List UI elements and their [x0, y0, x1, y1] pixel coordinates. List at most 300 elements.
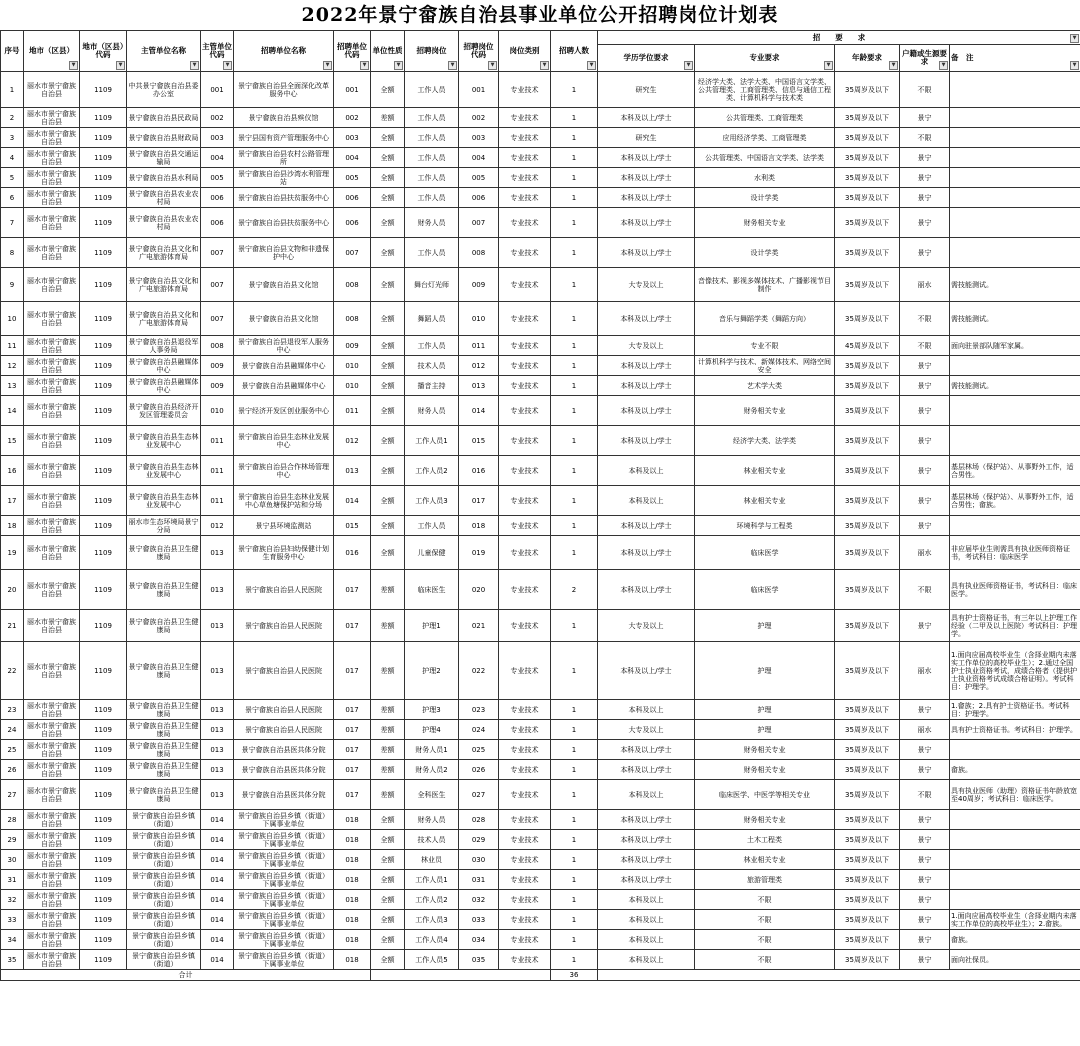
cell-seq: 15: [1, 426, 24, 456]
cell-unit-code: 013: [334, 456, 371, 486]
cell-city-code: 1109: [80, 148, 127, 168]
cell-count: 1: [551, 128, 598, 148]
cell-note: [950, 516, 1080, 536]
cell-dept-code: 004: [201, 148, 234, 168]
table-row: [1, 302, 1080, 336]
cell-unit-code: 010: [334, 356, 371, 376]
cell-post: 工作人员: [405, 516, 459, 536]
cell-unit-code: 018: [334, 950, 371, 970]
cell-hukou: 景宁: [900, 168, 950, 188]
cell-count: 1: [551, 760, 598, 780]
cell-city-code: 1109: [80, 930, 127, 950]
header-city-code[interactable]: 地市（区县）代码 ▼: [80, 31, 127, 72]
cell-major: 经济学大类、法学类: [695, 426, 835, 456]
cell-seq: 34: [1, 930, 24, 950]
cell-nature: 全额: [371, 396, 405, 426]
cell-city-code: 1109: [80, 356, 127, 376]
cell-nature: 全额: [371, 356, 405, 376]
dropdown-filter-icon[interactable]: ▼: [223, 61, 232, 70]
cell-city: 丽水市景宁畲族自治县: [24, 700, 80, 720]
header-nature[interactable]: 单位性质 ▼: [371, 31, 405, 72]
dropdown-filter-icon[interactable]: ▼: [69, 61, 78, 70]
table-row: [1, 700, 1080, 720]
cell-unit-code: 005: [334, 168, 371, 188]
cell-age: 35周岁及以下: [835, 850, 900, 870]
header-age[interactable]: 年龄要求 ▼: [835, 45, 900, 72]
cell-unit: 景宁县环境监测站: [234, 516, 334, 536]
cell-count: 1: [551, 780, 598, 810]
table-row: [1, 870, 1080, 890]
cell-count: 1: [551, 642, 598, 700]
cell-post: 工作人员3: [405, 910, 459, 930]
cell-city-code: 1109: [80, 642, 127, 700]
cell-major: 临床医学: [695, 570, 835, 610]
cell-hukou: 不限: [900, 780, 950, 810]
cell-city-code: 1109: [80, 536, 127, 570]
cell-edu: 本科及以上/学士: [598, 642, 695, 700]
dropdown-filter-icon[interactable]: ▼: [540, 61, 549, 70]
cell-unit-code: 018: [334, 850, 371, 870]
cell-count: 1: [551, 268, 598, 302]
cell-unit-code: 017: [334, 780, 371, 810]
cell-city: 丽水市景宁畲族自治县: [24, 268, 80, 302]
cell-post-code: 008: [459, 238, 499, 268]
cell-city: 丽水市景宁畲族自治县: [24, 208, 80, 238]
cell-seq: 3: [1, 128, 24, 148]
cell-count: 1: [551, 830, 598, 850]
cell-city: 丽水市景宁畲族自治县: [24, 148, 80, 168]
cell-seq: 17: [1, 486, 24, 516]
cell-seq: 6: [1, 188, 24, 208]
cell-post: 工作人员2: [405, 890, 459, 910]
cell-hukou: 丽水: [900, 642, 950, 700]
cell-note: [950, 168, 1080, 188]
header-dept-code[interactable]: 主管单位代码 ▼: [201, 31, 234, 72]
cell-edu: 本科及以上/学士: [598, 870, 695, 890]
cell-major: 不限: [695, 950, 835, 970]
cell-nature: 全额: [371, 168, 405, 188]
cell-edu: 本科及以上: [598, 700, 695, 720]
dropdown-filter-icon[interactable]: ▼: [488, 61, 497, 70]
cell-dept: 景宁畲族自治县卫生健康局: [127, 536, 201, 570]
cell-edu: 本科及以上/学士: [598, 302, 695, 336]
cell-post-code: 019: [459, 536, 499, 570]
cell-category: 专业技术: [499, 700, 551, 720]
cell-city-code: 1109: [80, 72, 127, 108]
cell-nature: 全额: [371, 830, 405, 850]
cell-post: 财务人员: [405, 810, 459, 830]
cell-city-code: 1109: [80, 910, 127, 930]
cell-unit-code: 017: [334, 700, 371, 720]
cell-note: [950, 426, 1080, 456]
header-city[interactable]: 地市（区县） ▼: [24, 31, 80, 72]
cell-city: 丽水市景宁畲族自治县: [24, 570, 80, 610]
header-requirements-group[interactable]: 招 要 求 ▼: [598, 31, 1080, 45]
cell-category: 专业技术: [499, 570, 551, 610]
cell-city-code: 1109: [80, 810, 127, 830]
dropdown-filter-icon[interactable]: ▼: [824, 61, 833, 70]
cell-count: 1: [551, 486, 598, 516]
header-post-code[interactable]: 招聘岗位代码 ▼: [459, 31, 499, 72]
cell-dept: 景宁畲族自治县卫生健康局: [128, 721, 199, 738]
cell-city-code: 1109: [80, 610, 127, 642]
cell-category: 专业技术: [499, 910, 551, 930]
dropdown-filter-icon[interactable]: ▼: [1070, 34, 1079, 43]
cell-unit: 景宁畲族自治县医共体分院: [234, 780, 334, 810]
cell-count: 1: [551, 426, 598, 456]
dropdown-filter-icon[interactable]: ▼: [684, 61, 693, 70]
header-hukou[interactable]: 户籍或生源要求 ▼: [900, 45, 950, 72]
cell-dept: 景宁畲族自治县文化和广电旅游体育局: [127, 302, 201, 336]
cell-post: 财务人员1: [405, 740, 459, 760]
cell-nature: 全额: [371, 238, 405, 268]
header-edu[interactable]: 学历学位要求 ▼: [598, 45, 695, 72]
cell-seq: 28: [1, 810, 24, 830]
header-seq: 序号: [1, 31, 24, 72]
cell-seq: 22: [1, 642, 24, 700]
cell-post: 工作人员5: [405, 950, 459, 970]
cell-edu: 本科及以上/学士: [598, 208, 695, 238]
cell-age: 35周岁及以下: [835, 810, 900, 830]
cell-age: 35周岁及以下: [835, 426, 900, 456]
cell-edu: 本科及以上: [598, 890, 695, 910]
cell-category: 专业技术: [499, 830, 551, 850]
cell-dept-code: 013: [201, 740, 234, 760]
cell-category: 专业技术: [499, 168, 551, 188]
cell-edu: 本科及以上/学士: [598, 238, 695, 268]
cell-major: 公共管理类、中国语言文学类、法学类: [695, 148, 835, 168]
dropdown-filter-icon[interactable]: ▼: [323, 61, 332, 70]
cell-age: 35周岁及以下: [835, 760, 900, 780]
cell-dept: 景宁畲族自治县财政局: [127, 128, 201, 148]
cell-post-code: 007: [459, 208, 499, 238]
cell-nature: 全额: [371, 208, 405, 238]
cell-hukou: 景宁: [900, 870, 950, 890]
dropdown-filter-icon[interactable]: ▼: [939, 61, 948, 70]
cell-post-code: 006: [459, 188, 499, 208]
cell-dept: 景宁畲族自治县乡镇（街道）: [127, 950, 201, 970]
cell-major: 护理: [695, 700, 835, 720]
cell-age: 35周岁及以下: [835, 396, 900, 426]
cell-nature: 全额: [371, 910, 405, 930]
cell-major: 水利类: [695, 168, 835, 188]
cell-hukou: 景宁: [900, 760, 950, 780]
cell-nature: 全额: [371, 128, 405, 148]
table-row: [1, 72, 1080, 108]
cell-city: 丽水市景宁畲族自治县: [24, 396, 80, 426]
cell-unit-code: 018: [334, 830, 371, 850]
cell-city: 丽水市景宁畲族自治县: [24, 610, 80, 642]
cell-edu: 大专及以上: [598, 268, 695, 302]
cell-city: 丽水市景宁畲族自治县: [24, 740, 80, 760]
cell-city-code: 1109: [80, 780, 127, 810]
cell-city-code: 1109: [80, 516, 127, 536]
cell-hukou: 景宁: [900, 188, 950, 208]
cell-major: 财务相关专业: [695, 810, 835, 830]
cell-post-code: 015: [459, 426, 499, 456]
dropdown-filter-icon[interactable]: ▼: [587, 61, 596, 70]
cell-count: 1: [551, 740, 598, 760]
cell-category: 专业技术: [499, 268, 551, 302]
cell-note: [950, 188, 1080, 208]
header-post[interactable]: 招聘岗位 ▼: [405, 31, 459, 72]
cell-city: 丽水市景宁畲族自治县: [24, 810, 80, 830]
cell-unit: 景宁畲族自治县人民医院: [234, 720, 334, 740]
cell-count: 2: [551, 570, 598, 610]
header-category[interactable]: 岗位类别 ▼: [499, 31, 551, 72]
cell-post-code: 022: [459, 642, 499, 700]
cell-note: 畲族。: [950, 930, 1080, 950]
cell-note: 1.畲族；2.具有护士资格证书。考试科目：护理学。: [950, 700, 1080, 720]
cell-hukou: 景宁: [900, 108, 950, 128]
cell-seq: 11: [1, 336, 24, 356]
cell-dept: 景宁畲族自治县民政局: [127, 108, 201, 128]
cell-post-code: 003: [459, 128, 499, 148]
cell-dept-code: 009: [201, 356, 234, 376]
cell-unit-code: 015: [334, 516, 371, 536]
cell-unit: 景宁畲族自治县文物和非遗保护中心: [234, 238, 334, 268]
cell-dept-code: 014: [201, 890, 234, 910]
cell-dept: 景宁畲族自治县卫生健康局: [128, 761, 199, 778]
cell-dept-code: 013: [201, 700, 234, 720]
cell-category: 专业技术: [499, 810, 551, 830]
table-row: [1, 336, 1080, 356]
header-notes[interactable]: 备 注 ▼: [950, 45, 1080, 72]
cell-dept: 景宁畲族自治县经济开发区管理委员会: [127, 396, 201, 426]
cell-dept: 景宁畲族自治县文化和广电旅游体育局: [127, 268, 201, 302]
cell-dept-code: 013: [201, 720, 234, 740]
cell-dept-code: 014: [201, 930, 234, 950]
cell-post: 财务人员2: [405, 760, 459, 780]
cell-unit-code: 017: [334, 740, 371, 760]
cell-category: 专业技术: [499, 850, 551, 870]
cell-category: 专业技术: [499, 890, 551, 910]
cell-unit: 景宁畲族自治县乡镇（街道）下属事业单位: [234, 910, 334, 930]
cell-dept: 景宁畲族自治县卫生健康局: [128, 701, 199, 718]
header-major[interactable]: 专业要求 ▼: [695, 45, 835, 72]
cell-hukou: 景宁: [900, 456, 950, 486]
cell-dept-code: 014: [201, 950, 234, 970]
dropdown-filter-icon[interactable]: ▼: [1070, 61, 1079, 70]
cell-count: 1: [551, 208, 598, 238]
cell-city-code: 1109: [80, 336, 127, 356]
table-row: [1, 208, 1080, 238]
cell-dept-code: 011: [201, 486, 234, 516]
cell-post: 舞台灯光师: [405, 268, 459, 302]
cell-count: 1: [551, 396, 598, 426]
dropdown-filter-icon[interactable]: ▼: [190, 61, 199, 70]
cell-unit-code: 018: [334, 890, 371, 910]
cell-major: 设计学类: [695, 188, 835, 208]
cell-nature: 全额: [371, 850, 405, 870]
cell-seq: 14: [1, 396, 24, 426]
cell-unit: 景宁畲族自治县退役军人服务中心: [234, 336, 334, 356]
cell-post-code: 017: [459, 486, 499, 516]
cell-city: 丽水市景宁畲族自治县: [24, 720, 80, 740]
cell-post: 工作人员: [405, 188, 459, 208]
table-row: [1, 396, 1080, 426]
cell-count: 1: [551, 188, 598, 208]
cell-post: 护理3: [405, 700, 459, 720]
cell-seq: 27: [1, 780, 24, 810]
cell-nature: 全额: [371, 486, 405, 516]
cell-dept: 景宁畲族自治县卫生健康局: [127, 570, 201, 610]
cell-unit: 景宁县国有资产管理服务中心: [234, 128, 334, 148]
cell-nature: 全额: [371, 426, 405, 456]
cell-note: [950, 810, 1080, 830]
cell-city-code: 1109: [80, 720, 127, 740]
cell-note: [950, 850, 1080, 870]
table-row: [1, 536, 1080, 570]
cell-age: 35周岁及以下: [835, 780, 900, 810]
table-row: [1, 810, 1080, 830]
cell-unit-code: 010: [334, 376, 371, 396]
cell-note: 具有执业医师（助理）资格证书年龄放宽至40周岁；考试科目：临床医学。: [950, 780, 1080, 810]
cell-note: [950, 128, 1080, 148]
dropdown-filter-icon[interactable]: ▼: [448, 61, 457, 70]
cell-dept-code: 003: [201, 128, 234, 148]
cell-city-code: 1109: [80, 486, 127, 516]
cell-unit-code: 011: [334, 396, 371, 426]
cell-post-code: 013: [459, 376, 499, 396]
cell-post-code: 009: [459, 268, 499, 302]
cell-hukou: 景宁: [900, 830, 950, 850]
cell-edu: 大专及以上: [598, 610, 695, 642]
cell-post: 工作人员4: [405, 930, 459, 950]
cell-seq: 19: [1, 536, 24, 570]
cell-note: 需技能测试。: [950, 268, 1080, 302]
cell-dept-code: 013: [201, 536, 234, 570]
cell-post: 工作人员: [405, 238, 459, 268]
cell-age: 35周岁及以下: [835, 720, 900, 740]
cell-post: 林业员: [405, 850, 459, 870]
cell-post: 临床医生: [405, 570, 459, 610]
cell-count: 1: [551, 168, 598, 188]
cell-count: 1: [551, 870, 598, 890]
cell-post-code: 010: [459, 302, 499, 336]
cell-category: 专业技术: [499, 780, 551, 810]
cell-city-code: 1109: [80, 238, 127, 268]
cell-seq: 2: [1, 108, 24, 128]
cell-major: 经济学大类、法学大类、中国语言文学类、公共管理类、工商管理类、信息与通信工程类、计算机科学与技术类: [695, 72, 835, 108]
cell-unit-code: 016: [334, 536, 371, 570]
dropdown-filter-icon[interactable]: ▼: [116, 61, 125, 70]
header-dept[interactable]: 主管单位名称 ▼: [127, 31, 201, 72]
header-unit-code[interactable]: 招聘单位代码 ▼: [334, 31, 371, 72]
cell-seq: 4: [1, 148, 24, 168]
cell-age: 35周岁及以下: [835, 700, 900, 720]
cell-edu: 大专及以上: [598, 336, 695, 356]
cell-hukou: 景宁: [900, 700, 950, 720]
cell-dept: 景宁畲族自治县卫生健康局: [127, 642, 201, 700]
cell-edu: 本科及以上/学士: [598, 108, 695, 128]
dropdown-filter-icon[interactable]: ▼: [394, 61, 403, 70]
cell-age: 35周岁及以下: [835, 302, 900, 336]
cell-post: 工作人员1: [405, 870, 459, 890]
cell-dept-code: 007: [201, 238, 234, 268]
cell-unit-code: 003: [334, 128, 371, 148]
cell-edu: 本科及以上/学士: [598, 830, 695, 850]
cell-age: 35周岁及以下: [835, 208, 900, 238]
cell-nature: 全额: [371, 268, 405, 302]
cell-unit-code: 008: [334, 302, 371, 336]
cell-count: 1: [551, 336, 598, 356]
cell-city-code: 1109: [80, 830, 127, 850]
dropdown-filter-icon[interactable]: ▼: [889, 61, 898, 70]
cell-hukou: 景宁: [900, 950, 950, 970]
cell-nature: 差额: [371, 760, 405, 780]
cell-category: 专业技术: [499, 642, 551, 700]
recruitment-table: [0, 30, 1080, 981]
cell-unit-code: 008: [334, 268, 371, 302]
cell-edu: 本科及以上/学士: [598, 356, 695, 376]
cell-post-code: 026: [459, 760, 499, 780]
cell-dept-code: 014: [201, 810, 234, 830]
cell-unit-code: 014: [334, 486, 371, 516]
cell-dept-code: 011: [201, 426, 234, 456]
cell-dept-code: 011: [201, 456, 234, 486]
dropdown-filter-icon[interactable]: ▼: [360, 61, 369, 70]
cell-city-code: 1109: [80, 740, 127, 760]
cell-post: 技术人员: [405, 830, 459, 850]
cell-unit: 景宁畲族自治县乡镇（街道）下属事业单位: [234, 870, 334, 890]
cell-nature: 全额: [371, 516, 405, 536]
cell-post-code: 034: [459, 930, 499, 950]
cell-city: 丽水市景宁畲族自治县: [24, 850, 80, 870]
cell-age: 35周岁及以下: [835, 830, 900, 850]
cell-note: 具有护士资格证书，有三年以上护理工作经验（二甲及以上医院）考试科目：护理学。: [950, 610, 1080, 642]
cell-major: 不限: [695, 910, 835, 930]
cell-edu: 本科及以上: [598, 486, 695, 516]
cell-edu: 本科及以上/学士: [598, 148, 695, 168]
cell-category: 专业技术: [499, 516, 551, 536]
header-count[interactable]: 招聘人数 ▼: [551, 31, 598, 72]
header-unit[interactable]: 招聘单位名称 ▼: [234, 31, 334, 72]
total-label: 合计: [1, 970, 371, 981]
cell-nature: 差额: [371, 570, 405, 610]
cell-edu: 本科及以上/学士: [598, 188, 695, 208]
cell-hukou: 丽水: [900, 536, 950, 570]
cell-category: 专业技术: [499, 740, 551, 760]
cell-post-code: 005: [459, 168, 499, 188]
cell-age: 35周岁及以下: [835, 570, 900, 610]
cell-city-code: 1109: [80, 456, 127, 486]
cell-age: 35周岁及以下: [835, 950, 900, 970]
table-row: [1, 780, 1080, 810]
cell-age: 35周岁及以下: [835, 890, 900, 910]
cell-count: 1: [551, 810, 598, 830]
cell-major: 专业不限: [695, 336, 835, 356]
cell-post-code: 025: [459, 740, 499, 760]
cell-count: 1: [551, 72, 598, 108]
cell-note: 非应届毕业生则需具有执业医师资格证书，考试科目：临床医学: [950, 536, 1080, 570]
cell-post: 财务人员: [405, 396, 459, 426]
cell-edu: 大专及以上: [598, 720, 695, 740]
cell-note: 1.面向应届高校毕业生（含择业期内未落实工作单位的高校毕业生）；2.通过全国护士执业资格考试，成绩合格者（提供护士执业资格考试成绩合格证明）。考试科目：护理学。: [950, 642, 1080, 700]
cell-age: 35周岁及以下: [835, 168, 900, 188]
cell-city: 丽水市景宁畲族自治县: [24, 188, 80, 208]
cell-city-code: 1109: [80, 268, 127, 302]
cell-note: 需技能测试。: [950, 376, 1080, 396]
cell-note: [950, 740, 1080, 760]
cell-seq: 12: [1, 356, 24, 376]
table-row: [1, 642, 1080, 700]
cell-age: 35周岁及以下: [835, 128, 900, 148]
cell-city-code: 1109: [80, 302, 127, 336]
cell-dept-code: 013: [201, 570, 234, 610]
cell-dept: 景宁畲族自治县卫生健康局: [128, 741, 199, 758]
cell-nature: 差额: [371, 108, 405, 128]
